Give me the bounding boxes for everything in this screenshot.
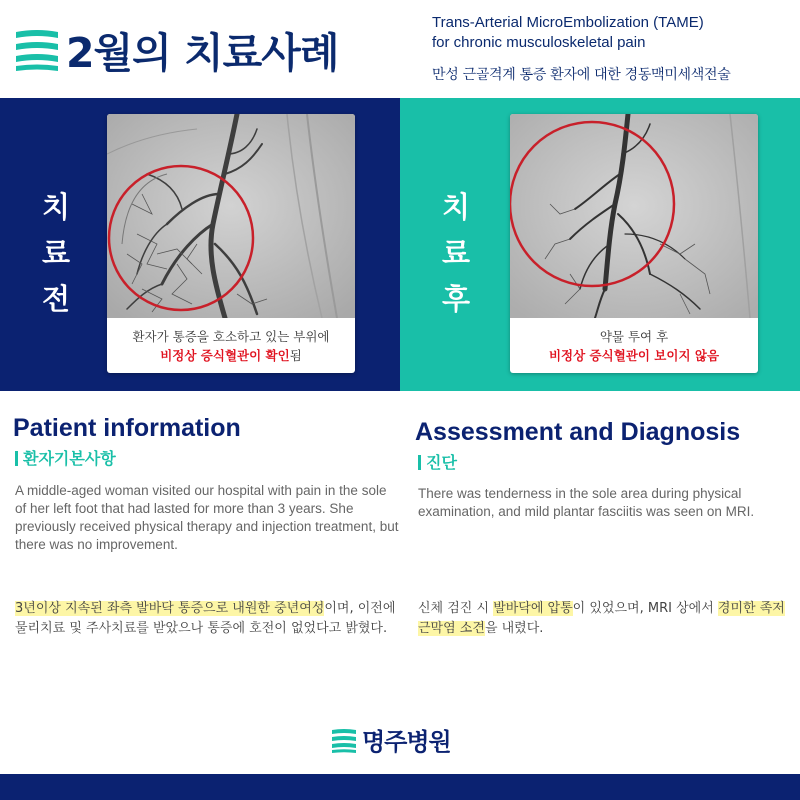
assessment-title: Assessment and Diagnosis [415, 418, 741, 446]
before-caption-red: 비정상 증식혈관이 확인 [160, 347, 290, 363]
after-label-char: 료 [441, 236, 470, 270]
before-treatment-panel [0, 98, 400, 391]
angiogram-after-image [510, 114, 758, 318]
patient-info-title: Patient information [13, 414, 241, 442]
assessment-ko-part1: 신체 검진 시 [418, 601, 494, 616]
subtitle-english [432, 13, 792, 53]
assessment-highlight2: 경미한 족저근막염 소견 [418, 601, 785, 636]
before-label [38, 184, 74, 322]
after-label [438, 184, 474, 322]
patient-info-korean [15, 599, 405, 639]
after-caption-line1: 약물 투여 후 [599, 328, 669, 344]
hospital-logo [331, 722, 451, 757]
header [0, 0, 800, 98]
before-label-char: 치 [41, 190, 70, 224]
patient-info-english: A middle-aged woman visited our hospital with pain in the sole of her left foot that had lasted for more than 3 years. She previously received physical therapy and injection treatment, but there was no improvement. [15, 483, 399, 552]
subtitle-korean: 만성 근골격계 통증 환자에 대한 경동맥미세색전술 [432, 67, 731, 83]
patient-info-highlight: 3년이상 지속된 좌측 발바닥 통증으로 내원한 중년여성 [15, 601, 325, 616]
assessment-english: There was tenderness in the sole area during physical examination, and mild plantar fasciitis was seen on MRI. [418, 486, 755, 519]
before-label-char: 전 [41, 282, 70, 316]
bottom-bar [0, 774, 800, 800]
after-label-char: 치 [441, 190, 470, 224]
before-image-card [107, 114, 355, 373]
before-caption-line1: 환자가 통증을 호소하고 있는 부위에 [132, 328, 330, 344]
assessment-korean [418, 599, 793, 639]
accent-bar [15, 451, 18, 466]
subtitle-en-line1: Trans-Arterial MicroEmbolization (TAME) [432, 14, 704, 31]
before-caption-rest: 됨 [289, 347, 302, 363]
wave-stripes-icon [14, 26, 60, 72]
after-image-card [510, 114, 758, 373]
after-caption-red: 비정상 증식혈관이 보이지 않음 [548, 347, 720, 363]
assessment-highlight1: 발바닥에 압통 [493, 601, 573, 616]
patient-info-korean-rest: 이며, 이전에 물리치료 및 주사치료를 받았으나 통증에 호전이 없었다고 밝혔다. [15, 601, 396, 636]
after-treatment-panel [400, 98, 800, 391]
before-caption-line2 [160, 346, 302, 365]
before-caption [107, 318, 355, 373]
patient-info-subtitle [15, 446, 116, 469]
hospital-name: 명주병원 [362, 728, 451, 756]
page-title: 2월의 치료사례 [66, 29, 339, 77]
assessment-subtitle-text: 진단 [426, 453, 457, 472]
before-label-char: 료 [41, 236, 70, 270]
patient-info-subtitle-text: 환자기본사항 [23, 449, 116, 468]
angiogram-before-image [107, 114, 355, 318]
wave-stripes-icon [331, 727, 357, 753]
assessment-subtitle [418, 450, 457, 473]
after-label-char: 후 [441, 282, 470, 316]
assessment-ko-part2: 이 있었으며, MRI 상에서 [572, 601, 718, 616]
after-caption [510, 318, 758, 373]
subtitle-en-line2: for chronic musculoskeletal pain [432, 34, 646, 51]
assessment-ko-part3: 을 내렸다. [484, 621, 544, 636]
accent-bar [418, 455, 421, 470]
